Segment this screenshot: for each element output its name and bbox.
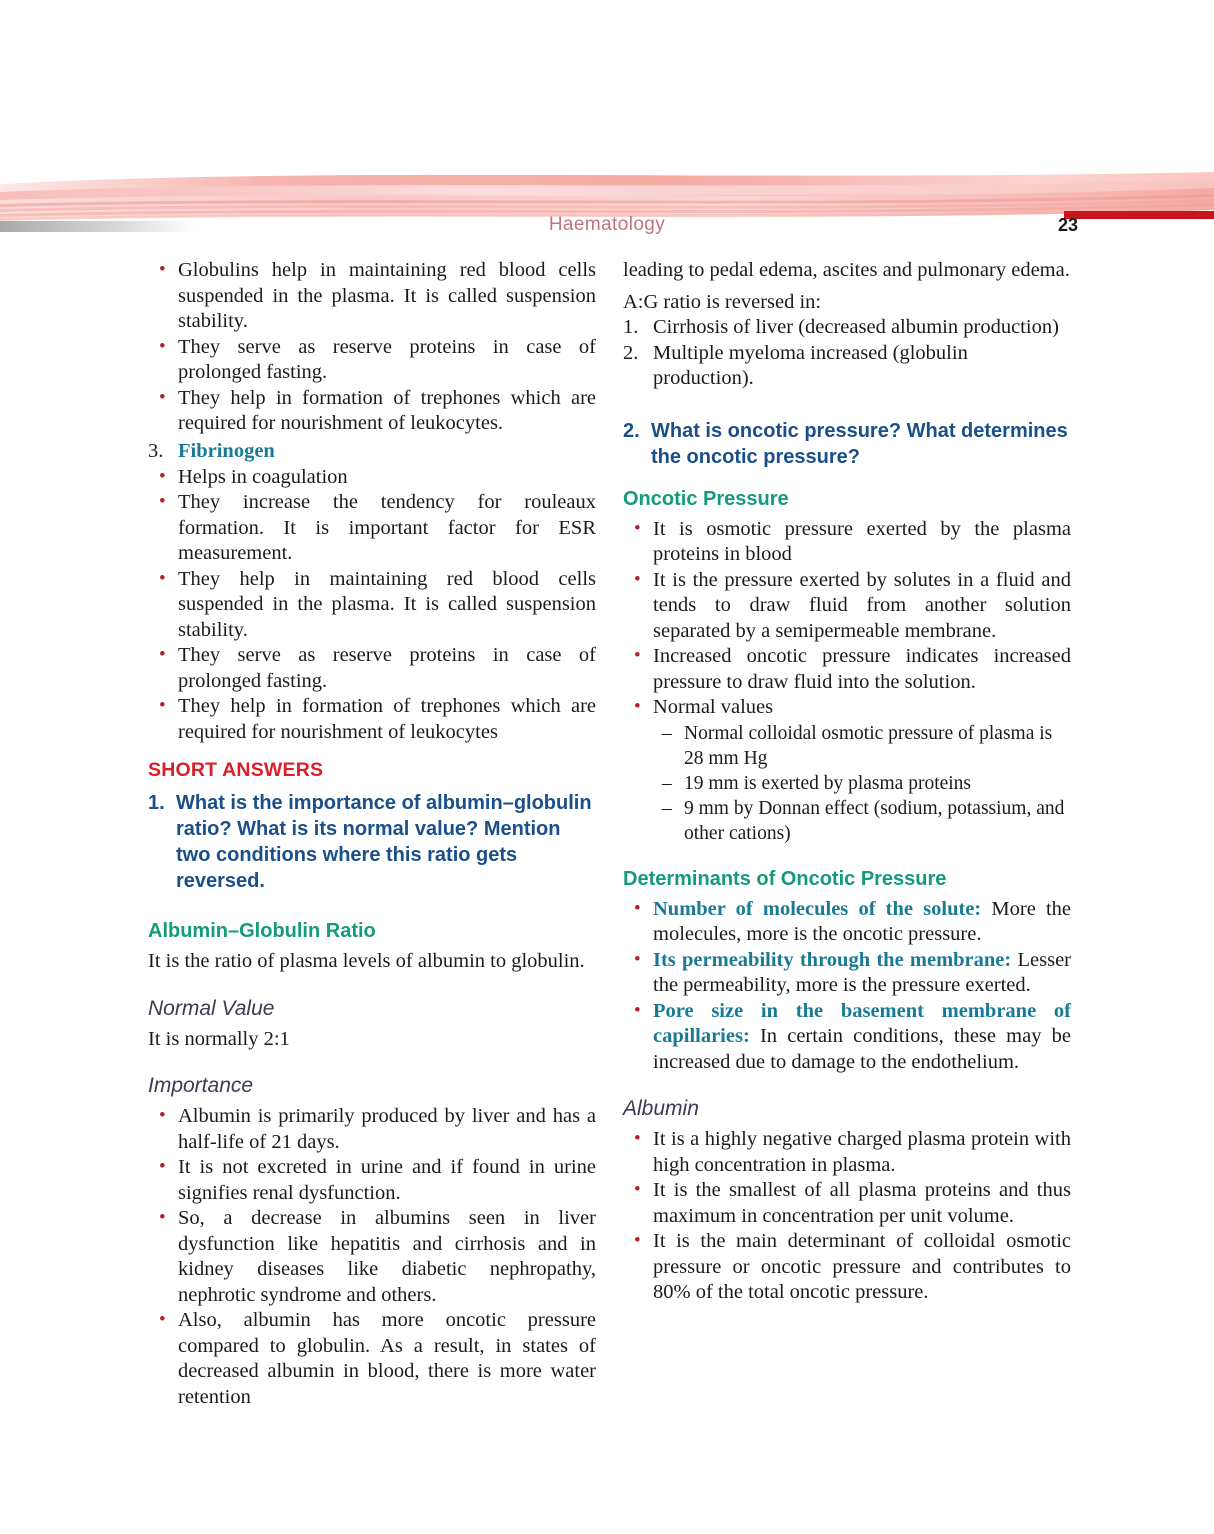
list-item: [623, 897, 1071, 948]
determinants-heading: Determinants of Oncotic Pressure: [623, 867, 947, 890]
list-item: [623, 315, 1071, 341]
right-column: [623, 258, 1071, 1306]
determinant-lead: Number of molecules of the solute:: [653, 897, 982, 920]
determinant-rest: More the molecules, more is the oncotic pressure.: [653, 897, 1071, 945]
ag-ratio-text: It is the ratio of plasma levels of albumin to globulin.: [148, 950, 585, 972]
list-item: • Globulins help in maintaining red blood cells suspended in the plasma. It is called suspension stability.: [148, 258, 596, 335]
question-1-text: What is the importance of albumin–globulin ratio? What is its normal value? Mention two conditions where this ratio gets reversed.: [176, 792, 592, 892]
normal-value-heading: Normal Value: [148, 996, 275, 1020]
question-1-number: 1.: [148, 792, 165, 814]
list-item: • It is not excreted in urine and if found in urine signifies renal dysfunction.: [148, 1155, 596, 1206]
ag-reversed-lead: A:G ratio is reversed in:: [623, 290, 822, 313]
item-text: Multiple myeloma increased (globulin production).: [653, 341, 968, 389]
list-item: [623, 948, 1071, 999]
albumin-bullet-list: [623, 1127, 1071, 1306]
oncotic-pressure-heading: Oncotic Pressure: [623, 487, 789, 510]
ag-ratio-heading: Albumin–Globulin Ratio: [148, 920, 376, 942]
fibrinogen-label: Fibrinogen: [178, 439, 275, 462]
list-item: • It is the pressure exerted by solutes in a fluid and tends to draw fluid from another solution separated by a semipermeable membrane.: [623, 568, 1071, 645]
list-item: • Increased oncotic pressure indicates increased pressure to draw fluid into the solution.: [623, 644, 1071, 695]
list-item: • Normal values: [623, 695, 1071, 721]
list-item: • Also, albumin has more oncotic pressure compared to globulin. As a result, in states of decreased albumin in blood, there is more water retention: [148, 1308, 596, 1410]
normal-value-text: It is normally 2:1: [148, 1027, 290, 1050]
question-1: [148, 790, 596, 894]
determinant-rest: Lesser the permeability, more is the pressure exerted.: [653, 948, 1071, 996]
left-column: [148, 258, 596, 1410]
list-item: [623, 341, 1071, 392]
item-number: 1.: [623, 316, 639, 338]
importance-bullet-list: [148, 1104, 596, 1410]
list-item: • They help in formation of trephones which are required for nourishment of leukocytes.: [148, 386, 596, 437]
item-text: Cirrhosis of liver (decreased albumin production): [653, 316, 1059, 338]
ag-reversed-list: [623, 315, 1071, 392]
question-2-number: 2.: [623, 419, 640, 442]
fibrinogen-number: 3.: [148, 439, 164, 462]
short-answers-heading: SHORT ANSWERS: [148, 759, 324, 781]
list-item: • It is the smallest of all plasma proteins and thus maximum in concentration per unit volume.: [623, 1178, 1071, 1229]
list-item: • It is the main determinant of colloidal osmotic pressure or oncotic pressure and contributes to 80% of the total oncotic pressure.: [623, 1229, 1071, 1306]
continuation-paragraph: leading to pedal edema, ascites and pulmonary edema.: [623, 259, 1070, 281]
running-header: [0, 214, 1214, 248]
fibrinogen-bullet-list: [148, 465, 596, 746]
list-item: • It is a highly negative charged plasma protein with high concentration in plasma.: [623, 1127, 1071, 1178]
list-item: • Albumin is primarily produced by liver and has a half-life of 21 days.: [148, 1104, 596, 1155]
determinant-lead: Pore size in the basement membrane of capillaries:: [653, 999, 1071, 1047]
list-item: • They serve as reserve proteins in case of prolonged fasting.: [148, 643, 596, 694]
albumin-heading: Albumin: [623, 1097, 699, 1120]
list-item: • It is osmotic pressure exerted by the plasma proteins in blood: [623, 517, 1071, 568]
list-item: • They help in formation of trephones which are required for nourishment of leukocytes: [148, 694, 596, 745]
globulin-bullet-list: [148, 258, 596, 437]
item-number: 2.: [623, 341, 639, 364]
importance-heading: Importance: [148, 1074, 254, 1097]
list-item: – 9 mm by Donnan effect (sodium, potassium, and other cations): [656, 796, 1071, 846]
determinant-rest: In certain conditions, these may be increased due to damage to the endothelium.: [653, 1025, 1071, 1073]
question-2: [623, 418, 1071, 470]
determinant-lead: Its permeability through the membrane:: [653, 948, 1012, 971]
determinants-bullet-list: [623, 897, 1071, 1076]
list-item: – 19 mm is exerted by plasma proteins: [656, 771, 1071, 796]
list-item: • Helps in coagulation: [148, 465, 596, 491]
question-2-text: What is oncotic pressure? What determines the oncotic pressure?: [651, 419, 1068, 468]
list-item: • They increase the tendency for rouleaux formation. It is important factor for ESR measurement.: [148, 490, 596, 567]
list-item: • They help in maintaining red blood cells suspended in the plasma. It is called suspension stability.: [148, 567, 596, 644]
page-number: 23: [1057, 215, 1078, 235]
list-item: – Normal colloidal osmotic pressure of plasma is 28 mm Hg: [656, 721, 1071, 771]
list-item: [623, 999, 1071, 1076]
list-item: • They serve as reserve proteins in case of prolonged fasting.: [148, 335, 596, 386]
oncotic-bullet-list: [623, 517, 1071, 721]
list-item: • So, a decrease in albumins seen in liver dysfunction like hepatitis and cirrhosis and in kidney diseases like diabetic nephropathy, nephrotic syndrome and others.: [148, 1206, 596, 1308]
normal-values-sublist: [656, 721, 1071, 846]
chapter-title: Haematology: [548, 214, 666, 235]
fibrinogen-heading: [148, 438, 596, 465]
